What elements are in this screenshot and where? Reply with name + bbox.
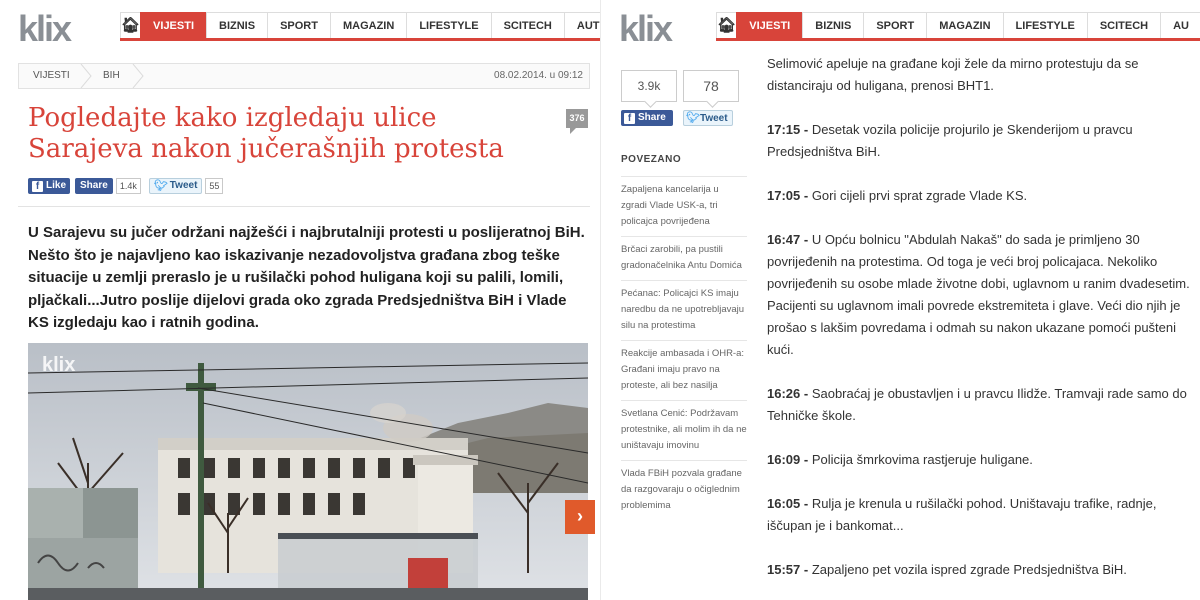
nav-vijesti[interactable]: VIJESTI	[140, 12, 207, 38]
update-text: Desetak vozila policije projurilo je Skenderijom u pravcu Predsjedništva BiH.	[767, 122, 1133, 159]
breadcrumb-bih[interactable]: BIH	[103, 70, 120, 81]
tweet-button[interactable]	[683, 110, 733, 126]
facebook-share-label: Share	[638, 112, 666, 123]
logo-text: klix	[619, 10, 672, 48]
update-text: U Opću bolnicu "Abdulah Nakaš" do sada je primljeno 30 povrijeđenih na protestima. Od toga je veći broj policajaca. Nekoliko povrijeđenih su osobe mlade životne dobi, uglavnom u ranim dvadesetim. Pacijenti su uglavnom imali povrede ekstremiteta i glave. Veći dio njih je prošao s lakšim povredama i odmah su nakon ukazane pomoći pušteni kući.	[767, 232, 1190, 357]
site-header	[0, 0, 600, 52]
update-time: 17:05 -	[767, 188, 809, 203]
update-text: Gori cijeli prvi sprat zgrade Vlade KS.	[808, 188, 1028, 203]
nav-scitech[interactable]: SCITECH	[1087, 12, 1161, 38]
facebook-share-button[interactable]	[621, 110, 673, 126]
tweet-count: 55	[205, 178, 223, 194]
related-link[interactable]: Svetlana Cenić: Podržavam protestnike, ali molim ih da ne uništavaju imovinu	[621, 400, 747, 460]
site-header	[601, 0, 1200, 52]
live-update	[767, 229, 1195, 361]
social-share-row	[28, 177, 223, 195]
live-updates	[767, 53, 1195, 600]
gallery-next-button[interactable]: ›	[565, 500, 595, 534]
article-title	[28, 103, 558, 165]
twitter-bird-icon: 🐦︎	[153, 180, 168, 192]
klix-logo[interactable]	[619, 10, 699, 48]
nav-auto[interactable]: AUT	[564, 12, 600, 38]
chevron-right-icon	[79, 64, 93, 88]
nav-auto[interactable]: AU	[1160, 12, 1200, 38]
facebook-icon: f	[624, 113, 635, 124]
tweet-label: Tweet	[169, 180, 198, 191]
tweet-label: Tweet	[699, 113, 728, 124]
live-update	[767, 449, 1195, 471]
related-link[interactable]: Vlada FBiH pozvala građane da razgovaraju o očiglednim problemima	[621, 460, 747, 520]
related-link[interactable]: Zapaljena kancelarija u zgradi Vlade USK-a, tri policajca povrijeđena	[621, 176, 747, 236]
live-update	[767, 119, 1195, 163]
nav-sport[interactable]: SPORT	[863, 12, 927, 38]
nav-scitech[interactable]: SCITECH	[491, 12, 565, 38]
home-icon[interactable]: 🏠︎	[716, 12, 737, 38]
nav-lifestyle[interactable]: LIFESTYLE	[1003, 12, 1088, 38]
klix-logo[interactable]	[18, 10, 98, 48]
breadcrumb-vijesti[interactable]: VIJESTI	[33, 70, 70, 81]
facebook-like-button[interactable]	[28, 178, 70, 194]
update-time: 16:47 -	[767, 232, 809, 247]
tweet-share-count: 78	[683, 70, 739, 102]
nav-biznis[interactable]: BIZNIS	[802, 12, 864, 38]
twitter-bird-icon: 🐦︎	[686, 112, 700, 124]
facebook-icon: f	[32, 181, 43, 192]
article-photo[interactable]	[28, 343, 588, 600]
update-text: Policija šmrkovima rastjeruje huligane.	[808, 452, 1033, 467]
update-time: 15:57 -	[767, 562, 809, 577]
live-intro: Selimović apeluje na građane koji žele da mirno protestuju da se distanciraju od huligana, prenosi BHT1.	[767, 56, 1139, 93]
related-link[interactable]: Brčaci zarobili, pa pustili gradonačelnika Antu Domića	[621, 236, 747, 280]
article-title-line1: Pogledajte kako izgledaju ulice	[28, 103, 437, 133]
nav-magazin[interactable]: MAGAZIN	[330, 12, 407, 38]
related-link[interactable]: Pećanac: Policajci KS imaju naredbu da ne upotrebljavaju silu na protestima	[621, 280, 747, 340]
logo-text: klix	[18, 10, 71, 48]
nav-sport[interactable]: SPORT	[267, 12, 331, 38]
divider	[18, 206, 590, 207]
article-lead: U Sarajevu su jučer održani najžešći i najbrutalniji protesti u poslijeratnoj BiH. Nešto što je najavljeno kao iskazivanje nezadovoljstva građana zbog teške situacije u zemlji preraslo je u rušilački pohod huligana koji su palili, lomili, pljačkali...Jutro poslije dijelovi grada oko zgrada Predsjedništva BiH i Vlade KS izgledaju kao i ratnih godina.	[28, 224, 585, 331]
article-date: 08.02.2014. u 09:12	[494, 70, 583, 81]
facebook-share-count: 3.9k	[621, 70, 677, 102]
update-text: Saobraćaj je obustavljen i u pravcu Ilidže. Tramvaji rade samo do Tehničke škole.	[767, 386, 1187, 423]
live-update	[767, 493, 1195, 537]
facebook-like-label: Like	[46, 180, 67, 191]
tweet-button[interactable]	[149, 178, 203, 194]
related-heading: POVEZANO	[621, 154, 682, 165]
related-list	[621, 176, 747, 520]
article-screenshot-right	[600, 0, 1200, 600]
facebook-share-button[interactable]: Share	[75, 178, 113, 194]
nav-vijesti[interactable]: VIJESTI	[736, 12, 803, 38]
live-update	[767, 383, 1195, 427]
main-nav	[120, 12, 600, 41]
live-update	[767, 185, 1195, 207]
chevron-right-icon	[131, 64, 145, 88]
article-title-line2: Sarajeva nakon jučerašnjih protesta	[28, 134, 504, 164]
home-icon[interactable]: 🏠︎	[120, 12, 141, 38]
update-time: 17:15 -	[767, 122, 809, 137]
photo-street-scene	[28, 343, 588, 600]
update-time: 16:26 -	[767, 386, 809, 401]
facebook-count: 1.4k	[116, 178, 141, 194]
comment-count-badge[interactable]: 376	[566, 109, 588, 128]
nav-biznis[interactable]: BIZNIS	[206, 12, 268, 38]
breadcrumb	[18, 63, 590, 89]
update-time: 16:05 -	[767, 496, 809, 511]
photo-watermark: klix	[42, 354, 76, 376]
related-link[interactable]: Reakcije ambasada i OHR-a: Građani imaju pravo na proteste, ali bez nasilja	[621, 340, 747, 400]
nav-magazin[interactable]: MAGAZIN	[926, 12, 1003, 38]
live-update	[767, 559, 1195, 581]
main-nav	[716, 12, 1200, 41]
nav-lifestyle[interactable]: LIFESTYLE	[406, 12, 491, 38]
update-text: Zapaljeno pet vozila ispred zgrade Predsjedništva BiH.	[808, 562, 1127, 577]
update-time: 16:09 -	[767, 452, 809, 467]
update-text: Rulja je krenula u rušilački pohod. Uništavaju trafike, radnje, iščupan je i bankomat...	[767, 496, 1157, 533]
